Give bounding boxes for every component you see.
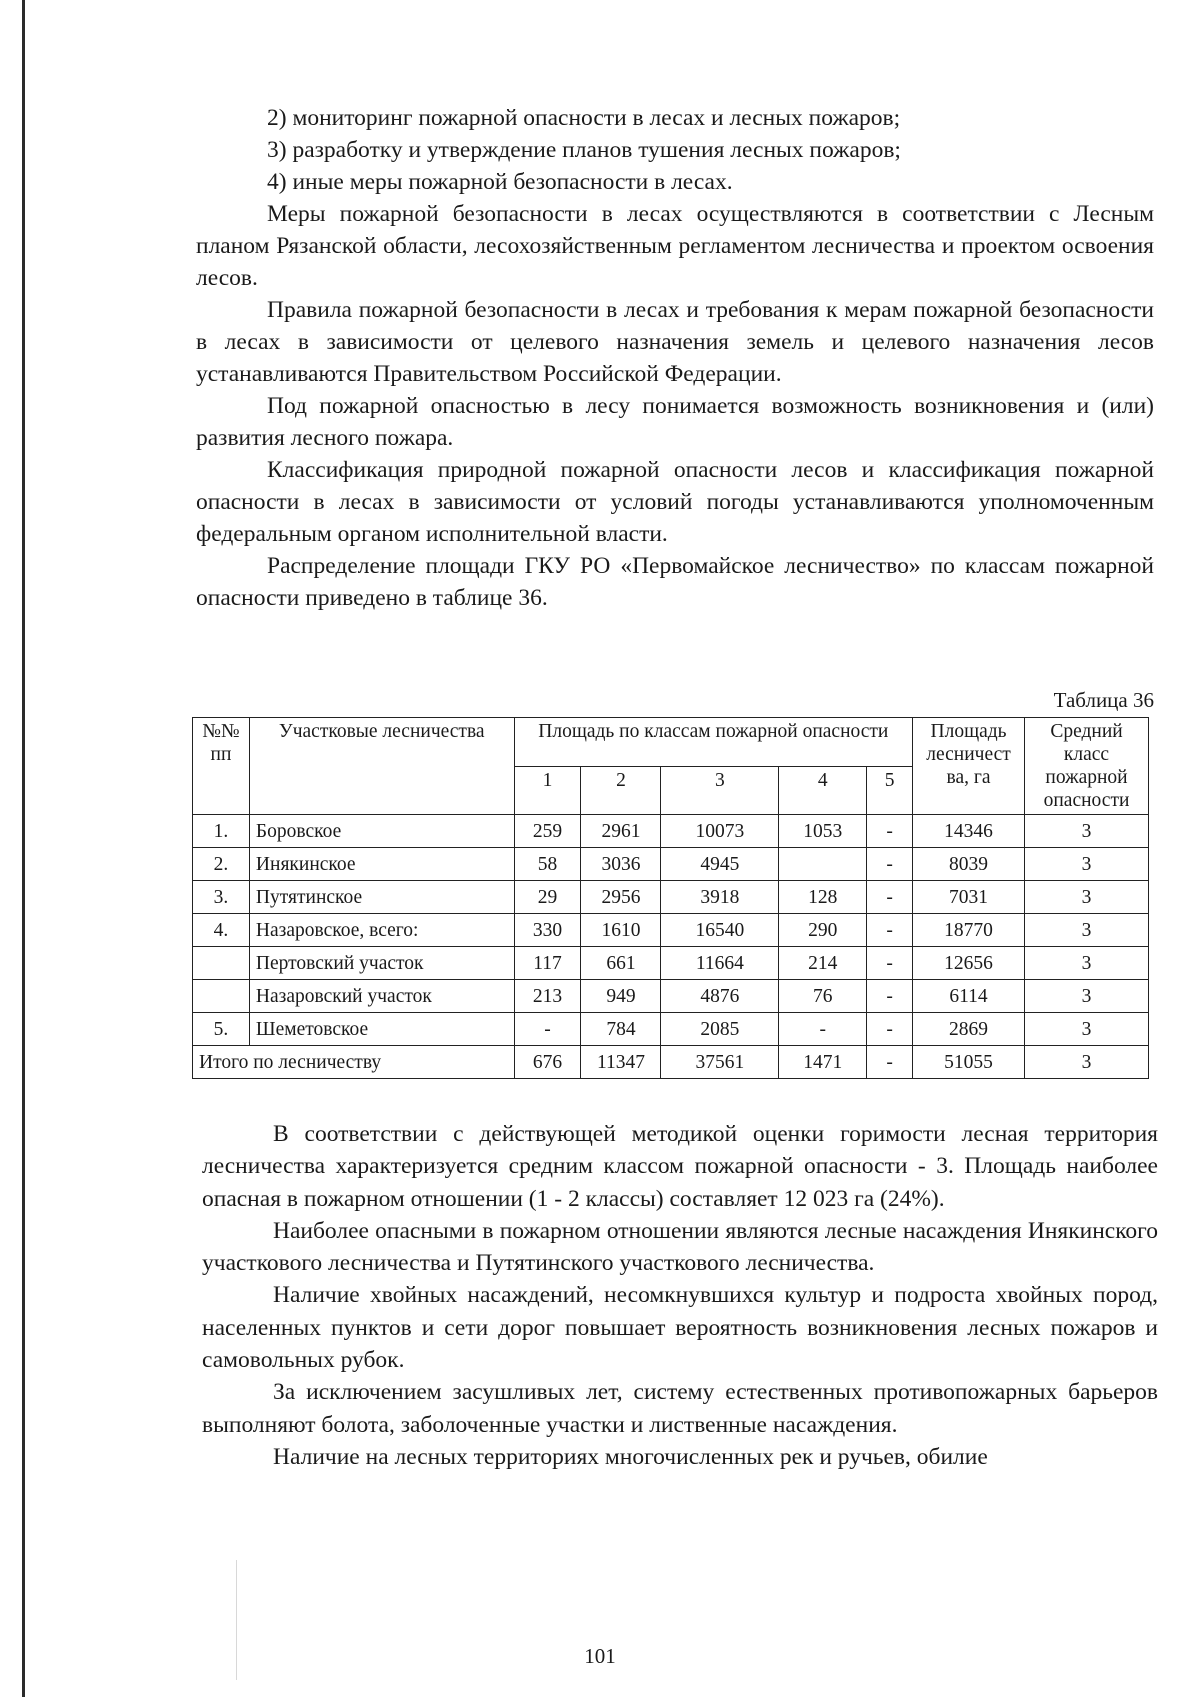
total-avg: 3 (1025, 1046, 1149, 1079)
paragraph: 2) мониторинг пожарной опасности в лесах и лесных пожаров; (267, 105, 901, 131)
row-name: Инякинское (249, 848, 514, 881)
cell-class-5: - (867, 815, 913, 848)
total-class-2: 11347 (581, 1046, 661, 1079)
cell-avg: 3 (1025, 914, 1149, 947)
cell-class-3: 3918 (661, 881, 779, 914)
table-row (193, 881, 1149, 914)
table-total-row (193, 1046, 1149, 1079)
table-caption: Таблица 36 (1053, 688, 1154, 712)
page-number: 101 (584, 1644, 616, 1668)
row-num: 1. (193, 815, 250, 848)
cell-class-5: - (867, 848, 913, 881)
cell-avg: 3 (1025, 947, 1149, 980)
cell-class-4 (779, 848, 867, 881)
cell-class-5: - (867, 1013, 913, 1046)
cell-class-1: 29 (514, 881, 581, 914)
row-num: 5. (193, 1013, 250, 1046)
cell-avg: 3 (1025, 1013, 1149, 1046)
cell-class-2: 949 (581, 980, 661, 1013)
cell-avg: 3 (1025, 815, 1149, 848)
fire-hazard-table (192, 717, 1149, 1079)
total-area: 51055 (913, 1046, 1025, 1079)
table-row (193, 848, 1149, 881)
header-class-5: 5 (867, 766, 913, 815)
cell-class-4: 214 (779, 947, 867, 980)
header-total-area: Площадь лесничест ва, га (913, 718, 1025, 815)
row-name: Путятинское (249, 881, 514, 914)
cell-total: 2869 (913, 1013, 1025, 1046)
row-name: Пертовский участок (249, 947, 514, 980)
total-label: Итого по лесничеству (193, 1046, 515, 1079)
scan-left-edge (22, 0, 25, 1697)
row-num: 2. (193, 848, 250, 881)
cell-avg: 3 (1025, 848, 1149, 881)
table-row (193, 947, 1149, 980)
row-num: 4. (193, 914, 250, 947)
paragraph: 3) разработку и утверждение планов тушения лесных пожаров; (267, 137, 901, 163)
cell-class-1: 330 (514, 914, 581, 947)
cell-class-1: 259 (514, 815, 581, 848)
cell-class-2: 1610 (581, 914, 661, 947)
row-num: 3. (193, 881, 250, 914)
header-forestry: Участковые лесничества (249, 718, 514, 815)
cell-class-3: 10073 (661, 815, 779, 848)
paragraph: Наличие хвойных насаждений, несомкнувшихся культур и подроста хвойных пород, населенных пунктов и сети дорог повышает вероятность возникновения лесных пожаров и самовольных рубок. (202, 1282, 1158, 1374)
table-row (193, 980, 1149, 1013)
table-row (193, 914, 1149, 947)
cell-total: 7031 (913, 881, 1025, 914)
header-class-1: 1 (514, 766, 581, 815)
header-area-by-class: Площадь по классам пожарной опасности (514, 718, 913, 767)
cell-class-5: - (867, 947, 913, 980)
paragraph: Классификация природной пожарной опасности лесов и классификация пожарной опасности в лесах в зависимости от условий погоды устанавливаются уполномоченным федеральным органом исполнительной власти. (196, 457, 1154, 547)
cell-class-3: 4876 (661, 980, 779, 1013)
cell-class-4: - (779, 1013, 867, 1046)
total-class-4: 1471 (779, 1046, 867, 1079)
paragraph: Правила пожарной безопасности в лесах и требования к мерам пожарной безопасности в лесах в зависимости от целевого назначения земель и целевого назначения лесов устанавливаются Правительством Российской Федерации. (196, 297, 1154, 387)
paragraph: Меры пожарной безопасности в лесах осуществляются в соответствии с Лесным планом Рязанской области, лесохозяйственным регламентом лесничества и проектом освоения лесов. (196, 201, 1154, 291)
cell-class-4: 128 (779, 881, 867, 914)
paragraph: Под пожарной опасностью в лесу понимается возможность возникновения и (или) развития лесного пожара. (196, 393, 1154, 451)
cell-class-3: 4945 (661, 848, 779, 881)
top-text-block (196, 102, 1154, 614)
cell-class-5: - (867, 881, 913, 914)
cell-class-3: 11664 (661, 947, 779, 980)
cell-class-1: - (514, 1013, 581, 1046)
cell-avg: 3 (1025, 980, 1149, 1013)
cell-total: 14346 (913, 815, 1025, 848)
cell-total: 12656 (913, 947, 1025, 980)
header-num: №№ пп (193, 718, 250, 815)
cell-class-4: 290 (779, 914, 867, 947)
paragraph: Наличие на лесных территориях многочисленных рек и ручьев, обилие (273, 1443, 988, 1470)
table-row (193, 815, 1149, 848)
header-avg-class: Средний класс пожарной опасности (1025, 718, 1149, 815)
cell-class-2: 3036 (581, 848, 661, 881)
header-class-2: 2 (581, 766, 661, 815)
cell-class-2: 2956 (581, 881, 661, 914)
row-name: Назаровский участок (249, 980, 514, 1013)
cell-class-1: 117 (514, 947, 581, 980)
cell-class-2: 661 (581, 947, 661, 980)
table-row (193, 1013, 1149, 1046)
total-class-5: - (867, 1046, 913, 1079)
paragraph: Наиболее опасными в пожарном отношении являются лесные насаждения Инякинского участкового лесничества и Путятинского участкового лесничества. (202, 1217, 1158, 1277)
cell-class-3: 2085 (661, 1013, 779, 1046)
cell-total: 8039 (913, 848, 1025, 881)
paragraph: За исключением засушливых лет, систему естественных противопожарных барьеров выполняют болота, заболоченные участки и лиственные насаждения. (202, 1379, 1158, 1438)
paragraph: Распределение площади ГКУ РО «Первомайское лесничество» по классам пожарной опасности приведено в таблице 36. (196, 553, 1154, 611)
total-class-1: 676 (514, 1046, 581, 1079)
row-num (193, 947, 250, 980)
cell-class-1: 213 (514, 980, 581, 1013)
cell-total: 18770 (913, 914, 1025, 947)
cell-class-2: 2961 (581, 815, 661, 848)
row-name: Боровское (249, 815, 514, 848)
cell-class-5: - (867, 980, 913, 1013)
cell-class-3: 16540 (661, 914, 779, 947)
paragraph: 4) иные меры пожарной безопасности в лесах. (267, 169, 733, 195)
cell-class-2: 784 (581, 1013, 661, 1046)
cell-total: 6114 (913, 980, 1025, 1013)
row-name: Назаровское, всего: (249, 914, 514, 947)
cell-class-1: 58 (514, 848, 581, 881)
cell-class-4: 76 (779, 980, 867, 1013)
total-class-3: 37561 (661, 1046, 779, 1079)
bottom-text-block (202, 1118, 1158, 1473)
cell-class-5: - (867, 914, 913, 947)
header-class-3: 3 (661, 766, 779, 815)
header-class-4: 4 (779, 766, 867, 815)
row-name: Шеметовское (249, 1013, 514, 1046)
row-num (193, 980, 250, 1013)
paragraph: В соответствии с действующей методикой оценки горимости лесная территория лесничества характеризуется средним классом пожарной опасности - 3. Площадь наиболее опасная в пожарном отношении (1 - 2 классы) составляет 12 023 га (24%). (202, 1121, 1158, 1212)
cell-class-4: 1053 (779, 815, 867, 848)
cell-avg: 3 (1025, 881, 1149, 914)
